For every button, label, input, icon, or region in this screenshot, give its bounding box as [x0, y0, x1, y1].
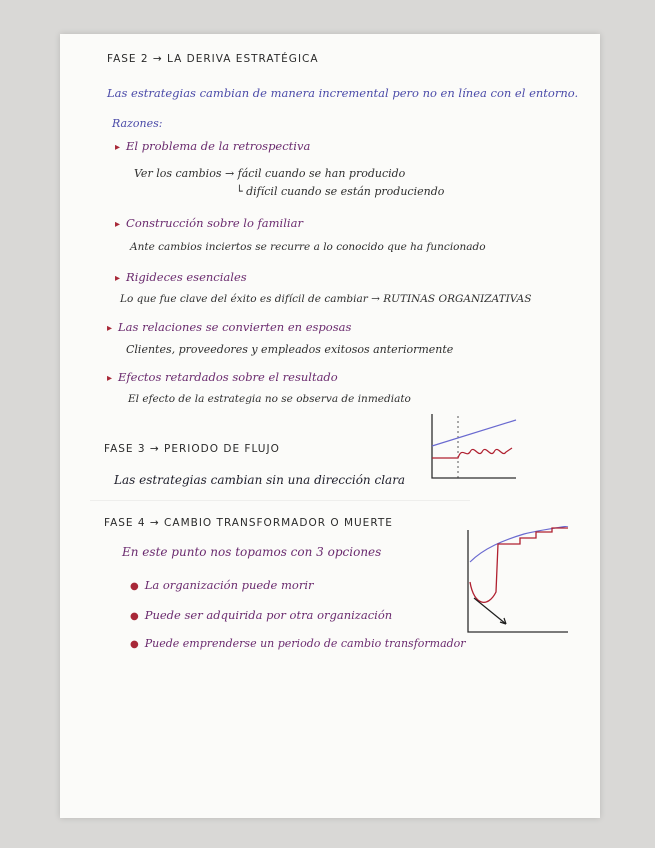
- fase4-option-3: [130, 638, 466, 650]
- bullet-icon: ▸: [107, 373, 113, 384]
- bullet-title: El problema de la retrospectiva: [126, 139, 311, 153]
- fase2-bullet-5: [107, 372, 338, 384]
- razones-label: Razones:: [112, 117, 163, 130]
- bullet-icon: ▸: [115, 273, 121, 284]
- fase2-bullet-2: [115, 218, 303, 230]
- option-text: Puede emprenderse un periodo de cambio transformador: [144, 637, 466, 650]
- fase4-option-2: [130, 610, 392, 622]
- fase3-text: Las estrategias cambian sin una dirección clara: [114, 473, 406, 487]
- bullet-detail: El efecto de la estrategia no se observa de inmediato: [128, 393, 411, 405]
- fase4-heading: FASE 4 → CAMBIO TRANSFORMADOR O MUERTE: [104, 517, 393, 529]
- bullet-detail: └ difícil cuando se están produciendo: [236, 185, 445, 198]
- bullet-detail: Ante cambios inciertos se recurre a lo conocido que ha funcionado: [130, 241, 486, 253]
- faint-rule: [90, 500, 470, 501]
- bullet-icon: ●: [130, 581, 139, 592]
- fase2-bullet-4: [107, 322, 351, 334]
- bullet-title: Efectos retardados sobre el resultado: [118, 370, 338, 384]
- bullet-detail: Lo que fue clave del éxito es difícil de cambiar → RUTINAS ORGANIZATIVAS: [120, 293, 532, 305]
- fase2-heading: FASE 2 → LA DERIVA ESTRATÉGICA: [107, 53, 319, 65]
- bullet-detail: Clientes, proveedores y empleados exitosos anteriormente: [126, 343, 454, 356]
- fase4-option-1: [130, 580, 314, 592]
- bullet-icon: ●: [130, 639, 139, 650]
- fase4-intro: En este punto nos topamos con 3 opciones: [122, 545, 382, 559]
- notebook-page: [60, 34, 600, 818]
- bullet-detail: Ver los cambios → fácil cuando se han producido: [134, 167, 406, 180]
- fase4-sketch: [464, 526, 572, 638]
- bullet-icon: ▸: [115, 142, 121, 153]
- bullet-icon: ●: [130, 611, 139, 622]
- fase2-bullet-1: [115, 141, 310, 153]
- fase3-sketch: [428, 412, 520, 484]
- bullet-title: Construcción sobre lo familiar: [126, 216, 303, 230]
- fase3-heading: FASE 3 → PERIODO DE FLUJO: [104, 443, 280, 455]
- option-text: La organización puede morir: [144, 578, 314, 592]
- bullet-title: Rigideces esenciales: [126, 270, 247, 284]
- bullet-title: Las relaciones se convierten en esposas: [118, 320, 352, 334]
- fase2-intro: Las estrategias cambian de manera incremental pero no en línea con el entorno.: [107, 86, 579, 100]
- fase2-bullet-3: [115, 272, 247, 284]
- bullet-icon: ▸: [107, 323, 113, 334]
- option-text: Puede ser adquirida por otra organización: [144, 608, 393, 622]
- bullet-icon: ▸: [115, 219, 121, 230]
